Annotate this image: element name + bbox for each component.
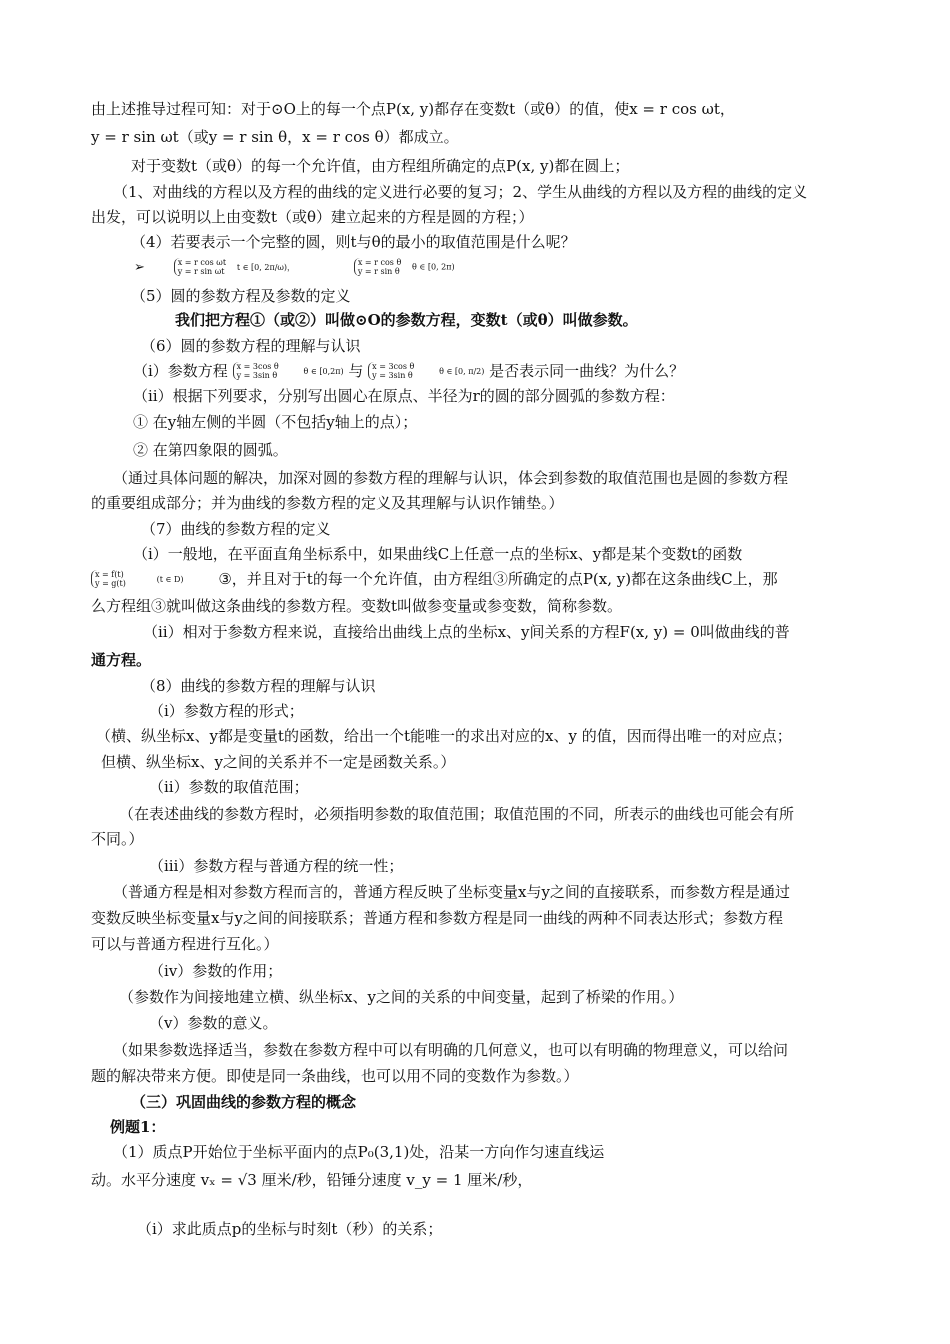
text-line: （横、纵坐标x、y都是变量t的函数，给出一个t能唯一的求出对应的x、y 的值，因而得出唯一的对应点； — [96, 727, 792, 745]
text-line: （6）圆的参数方程的理解与认识 — [141, 337, 361, 355]
connector-text: 与 — [348, 362, 364, 380]
question-text: 是否表示同一曲线？为什么？ — [489, 362, 685, 380]
text-line: （ⅲ）参数方程与普通方程的统一性； — [149, 857, 404, 875]
item-prefix: （ⅰ）参数方程 — [133, 362, 228, 380]
parameter-range: θ ∈ [0, π/2) — [439, 366, 485, 376]
text-line: 题的解决带来方便。即使是同一条曲线，也可以用不同的变数作为参数。） — [91, 1067, 579, 1085]
text-line: （ⅳ）参数的作用； — [149, 962, 283, 980]
text-line: y = r sin ωt（或y = r sin θ，x = r cos θ）都成立。 — [91, 128, 459, 146]
text-line: 可以与普通方程进行互化。） — [91, 935, 279, 953]
equation-line: x = 3cos θ — [236, 362, 279, 371]
text-line: 对于变数t（或θ）的每一个允许值，由方程组所确定的点P(x, y)都在圆上； — [131, 157, 630, 175]
text-line: （普通方程是相对参数方程而言的，普通方程反映了坐标变量x与y之间的直接联系，而参数方程是通过 — [113, 883, 790, 901]
text-line: （5）圆的参数方程及参数的定义 — [131, 287, 351, 305]
text-line: 由上述推导过程可知：对于⊙O上的每一个点P(x, y)都存在变数t（或θ）的值，使x = r cos ωt， — [91, 100, 735, 118]
text-line: （ⅰ）求此质点p的坐标与时刻t（秒）的关系； — [137, 1220, 443, 1238]
text-line: （ⅰ）参数方程的形式； — [149, 702, 304, 720]
bullet-icon: ➢ — [134, 260, 145, 275]
parameter-range: (t ∈ D) — [156, 574, 184, 584]
text-line: ③，并且对于t的每一个允许值，由方程组③所确定的点P(x, y)都在这条曲线C上，那 — [218, 570, 778, 588]
equation-line: y = r sin θ — [357, 267, 400, 276]
item-i-row — [133, 360, 684, 382]
equation-system-2 — [354, 258, 401, 276]
text-line: ② 在第四象限的圆弧。 — [133, 441, 288, 459]
text-line: 出发，可以说明以上由变数t（或θ）建立起来的方程是圆的方程；） — [91, 208, 534, 226]
text-line: 动。水平分速度 vₓ = √3 厘米/秒，铅锤分速度 v_y = 1 厘米/秒， — [91, 1171, 533, 1189]
equation-system-4 — [368, 362, 414, 380]
equation-line: y = 3sin θ — [372, 371, 413, 380]
equation-line: x = r cos θ — [357, 258, 402, 267]
text-line: （ⅱ）根据下列要求，分别写出圆心在原点、半径为r的圆的部分圆弧的参数方程： — [133, 387, 675, 405]
formula-row — [134, 256, 455, 278]
equation-system-1 — [174, 258, 226, 276]
section-heading: （三）巩固曲线的参数方程的概念 — [131, 1093, 357, 1111]
text-line: 但横、纵坐标x、y之间的关系并不一定是函数关系。） — [101, 753, 456, 771]
text-line: 通方程。 — [91, 651, 152, 669]
text-line: （如果参数选择适当，参数在参数方程中可以有明确的几何意义，也可以有明确的物理意义，可以给问 — [113, 1041, 789, 1059]
text-line: （ⅱ）相对于参数方程来说，直接给出曲线上点的坐标x、y间关系的方程F(x, y) = 0叫做曲线的普 — [143, 623, 790, 641]
text-line: （参数作为间接地建立横、纵坐标x、y之间的关系的中间变量，起到了桥梁的作用。） — [119, 988, 684, 1006]
text-line: （通过具体问题的解决，加深对圆的参数方程的理解与认识，体会到参数的取值范围也是圆的参数方程 — [113, 469, 789, 487]
equation-system-3 — [233, 362, 279, 380]
equation-3-row — [91, 568, 778, 592]
equation-line: y = r sin ωt — [177, 267, 225, 276]
text-line: （ⅰ）一般地，在平面直角坐标系中，如果曲线C上任意一点的坐标x、y都是某个变数t的函数 — [133, 545, 743, 563]
parameter-range: t ∈ [0, 2π/ω)， — [236, 262, 296, 272]
equation-line: x = r cos ωt — [177, 258, 227, 267]
equation-line: x = 3cos θ — [372, 362, 415, 371]
text-line: （ⅴ）参数的意义。 — [149, 1014, 278, 1032]
parameter-range: θ ∈ [0,2π) — [303, 366, 344, 376]
text-line: （7）曲线的参数方程的定义 — [141, 520, 331, 538]
parameter-range: θ ∈ [0, 2π) — [412, 262, 455, 272]
text-line: ① 在y轴左侧的半圆（不包括y轴上的点）； — [133, 413, 418, 431]
text-line: 么方程组③就叫做这条曲线的参数方程。变数t叫做参变量或参变数，简称参数。 — [91, 597, 623, 615]
definition-line: 我们把方程①（或②）叫做⊙O的参数方程，变数t（或θ）叫做参数。 — [175, 311, 638, 329]
example-heading: 例题1： — [110, 1118, 166, 1136]
text-line: 的重要组成部分；并为曲线的参数方程的定义及其理解与认识作铺垫。） — [91, 494, 564, 512]
text-line: 不同。） — [91, 830, 144, 848]
equation-line: y = g(t) — [95, 579, 126, 588]
text-line: （ⅱ）参数的取值范围； — [149, 778, 309, 796]
text-line: （在表述曲线的参数方程时，必须指明参数的取值范围；取值范围的不同，所表示的曲线也可能会有所 — [119, 805, 795, 823]
text-line: （8）曲线的参数方程的理解与认识 — [141, 677, 376, 695]
text-line: （1、对曲线的方程以及方程的曲线的定义进行必要的复习；2、学生从曲线的方程以及方程的曲线的定义 — [113, 183, 808, 201]
equation-line: y = 3sin θ — [236, 371, 278, 380]
text-line: （1）质点P开始位于坐标平面内的点P₀(3,1)处，沿某一方向作匀速直线运 — [113, 1143, 605, 1161]
text-line: （4）若要表示一个完整的圆，则t与θ的最小的取值范围是什么呢？ — [131, 233, 576, 251]
text-line: 变数反映坐标变量x与y之间的间接联系；普通方程和参数方程是同一曲线的两种不同表达形式；参数方程 — [91, 909, 783, 927]
equation-system-5 — [91, 570, 126, 588]
equation-line: x = f(t) — [95, 570, 124, 579]
